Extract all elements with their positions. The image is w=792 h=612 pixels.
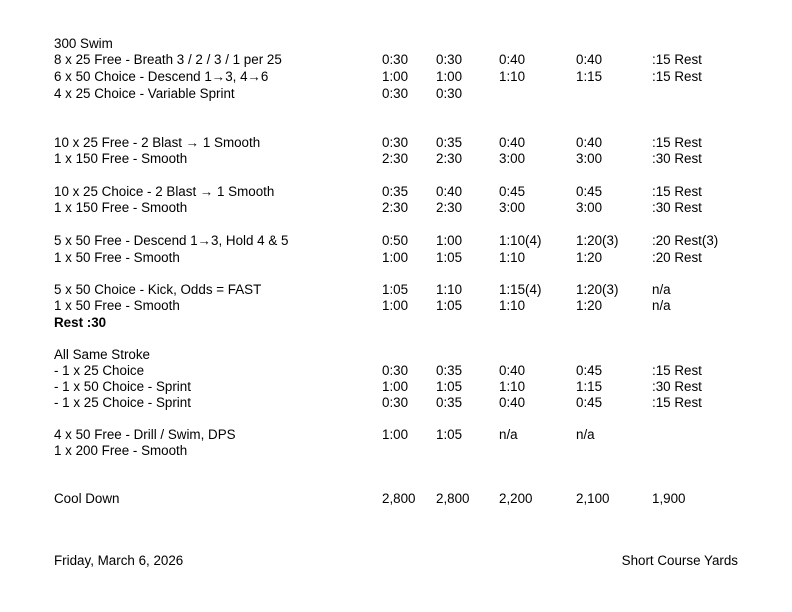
interval-col-4: 1:20 — [576, 250, 603, 265]
interval-col-3: 1:10 — [499, 69, 526, 84]
workout-row — [0, 233, 792, 249]
interval-col-5: :20 Rest — [652, 250, 702, 265]
interval-col-4: 0:40 — [576, 52, 603, 67]
interval-col-5: :20 Rest(3) — [652, 233, 719, 248]
interval-col-1: 1:05 — [382, 282, 409, 297]
workout-row — [0, 282, 792, 298]
workout-row-cool-down — [0, 491, 792, 507]
total-col-5: 1,900 — [652, 491, 686, 506]
workout-row — [0, 298, 792, 314]
interval-col-3: 0:40 — [499, 395, 526, 410]
interval-col-2: 1:10 — [436, 282, 463, 297]
interval-col-4: 0:45 — [576, 363, 603, 378]
interval-col-1: 0:30 — [382, 363, 409, 378]
row-description: 1 x 50 Free - Smooth — [54, 298, 180, 313]
interval-col-2: 0:35 — [436, 363, 463, 378]
interval-col-5: :15 Rest — [652, 184, 702, 199]
interval-col-2: 0:30 — [436, 86, 463, 101]
interval-col-5: :30 Rest — [652, 379, 702, 394]
workout-row — [0, 200, 792, 216]
workout-row — [0, 379, 792, 395]
interval-col-5: :15 Rest — [652, 135, 702, 150]
workout-row — [0, 427, 792, 443]
workout-row — [0, 184, 792, 200]
total-col-2: 2,800 — [436, 491, 470, 506]
total-col-3: 2,200 — [499, 491, 533, 506]
interval-col-3: 3:00 — [499, 151, 526, 166]
interval-col-2: 1:00 — [436, 233, 463, 248]
interval-col-2: 0:35 — [436, 135, 463, 150]
interval-col-2: 1:05 — [436, 250, 463, 265]
interval-col-2: 1:00 — [436, 69, 463, 84]
total-col-1: 2,800 — [382, 491, 416, 506]
interval-col-5: :15 Rest — [652, 395, 702, 410]
workout-row — [0, 69, 792, 85]
interval-col-2: 1:05 — [436, 427, 463, 442]
row-description: 1 x 150 Free - Smooth — [54, 151, 188, 166]
interval-col-5: :15 Rest — [652, 69, 702, 84]
row-description: All Same Stroke — [54, 347, 151, 362]
workout-row — [0, 86, 792, 102]
row-description: 1 x 150 Free - Smooth — [54, 200, 188, 215]
row-description: 4 x 25 Choice - Variable Sprint — [54, 86, 235, 101]
interval-col-2: 0:35 — [436, 395, 463, 410]
row-description: 8 x 25 Free - Breath 3 / 2 / 3 / 1 per 25 — [54, 52, 282, 67]
interval-col-4: n/a — [576, 427, 595, 442]
interval-col-3: 1:10 — [499, 250, 526, 265]
interval-col-5: :30 Rest — [652, 200, 702, 215]
interval-col-5: n/a — [652, 282, 671, 297]
row-description: 10 x 25 Free - 2 Blast → 1 Smooth — [54, 135, 261, 150]
row-description: 4 x 50 Free - Drill / Swim, DPS — [54, 427, 236, 442]
interval-col-1: 2:30 — [382, 200, 409, 215]
interval-col-3: 1:15(4) — [499, 282, 542, 297]
interval-col-1: 0:30 — [382, 395, 409, 410]
interval-col-4: 0:40 — [576, 135, 603, 150]
workout-row-set-title — [0, 347, 792, 363]
row-description: - 1 x 50 Choice - Sprint — [54, 379, 191, 394]
row-description: 1 x 200 Free - Smooth — [54, 443, 188, 458]
interval-col-3: 0:40 — [499, 363, 526, 378]
workout-row — [0, 151, 792, 167]
interval-col-4: 1:15 — [576, 69, 603, 84]
interval-col-3: 3:00 — [499, 200, 526, 215]
interval-col-4: 3:00 — [576, 151, 603, 166]
workout-row — [0, 52, 792, 68]
interval-col-5: :30 Rest — [652, 151, 702, 166]
workout-row — [0, 363, 792, 379]
interval-col-4: 0:45 — [576, 184, 603, 199]
workout-row — [0, 443, 792, 459]
row-description: 5 x 50 Choice - Kick, Odds = FAST — [54, 282, 262, 297]
footer-date: Friday, March 6, 2026 — [54, 553, 184, 568]
interval-col-3: 0:45 — [499, 184, 526, 199]
interval-col-4: 1:15 — [576, 379, 603, 394]
interval-col-2: 1:05 — [436, 298, 463, 313]
interval-col-1: 2:30 — [382, 151, 409, 166]
row-description: 10 x 25 Choice - 2 Blast → 1 Smooth — [54, 184, 275, 199]
total-col-4: 2,100 — [576, 491, 610, 506]
interval-col-4: 1:20(3) — [576, 233, 619, 248]
interval-col-1: 1:00 — [382, 427, 409, 442]
interval-col-5: :15 Rest — [652, 52, 702, 67]
interval-col-3: n/a — [499, 427, 518, 442]
interval-col-1: 0:35 — [382, 184, 409, 199]
interval-col-2: 0:40 — [436, 184, 463, 199]
interval-col-3: 0:40 — [499, 135, 526, 150]
rest-label: Rest :30 — [54, 315, 107, 330]
interval-col-2: 2:30 — [436, 151, 463, 166]
interval-col-1: 0:50 — [382, 233, 409, 248]
row-description: 5 x 50 Free - Descend 1→3, Hold 4 & 5 — [54, 233, 289, 248]
interval-col-4: 0:45 — [576, 395, 603, 410]
interval-col-3: 1:10 — [499, 298, 526, 313]
interval-col-3: 0:40 — [499, 52, 526, 67]
interval-col-4: 1:20 — [576, 298, 603, 313]
interval-col-1: 1:00 — [382, 69, 409, 84]
interval-col-1: 1:00 — [382, 379, 409, 394]
interval-col-4: 3:00 — [576, 200, 603, 215]
interval-col-5: n/a — [652, 298, 671, 313]
interval-col-2: 2:30 — [436, 200, 463, 215]
row-description: Cool Down — [54, 491, 120, 506]
interval-col-1: 0:30 — [382, 86, 409, 101]
row-description: 300 Swim — [54, 36, 113, 51]
workout-row — [0, 135, 792, 151]
interval-col-2: 1:05 — [436, 379, 463, 394]
interval-col-1: 0:30 — [382, 52, 409, 67]
interval-col-1: 1:00 — [382, 298, 409, 313]
interval-col-3: 1:10(4) — [499, 233, 542, 248]
row-description: 1 x 50 Free - Smooth — [54, 250, 180, 265]
interval-col-4: 1:20(3) — [576, 282, 619, 297]
interval-col-2: 0:30 — [436, 52, 463, 67]
workout-row-rest — [0, 315, 792, 331]
row-description: - 1 x 25 Choice - Sprint — [54, 395, 191, 410]
row-description: 6 x 50 Choice - Descend 1→3, 4→6 — [54, 69, 269, 84]
interval-col-5: :15 Rest — [652, 363, 702, 378]
interval-col-3: 1:10 — [499, 379, 526, 394]
interval-col-1: 1:00 — [382, 250, 409, 265]
workout-row-warmup-title — [0, 36, 792, 52]
footer-course: Short Course Yards — [621, 553, 738, 568]
workout-row — [0, 395, 792, 411]
workout-row — [0, 250, 792, 266]
row-description: - 1 x 25 Choice — [54, 363, 145, 378]
interval-col-1: 0:30 — [382, 135, 409, 150]
